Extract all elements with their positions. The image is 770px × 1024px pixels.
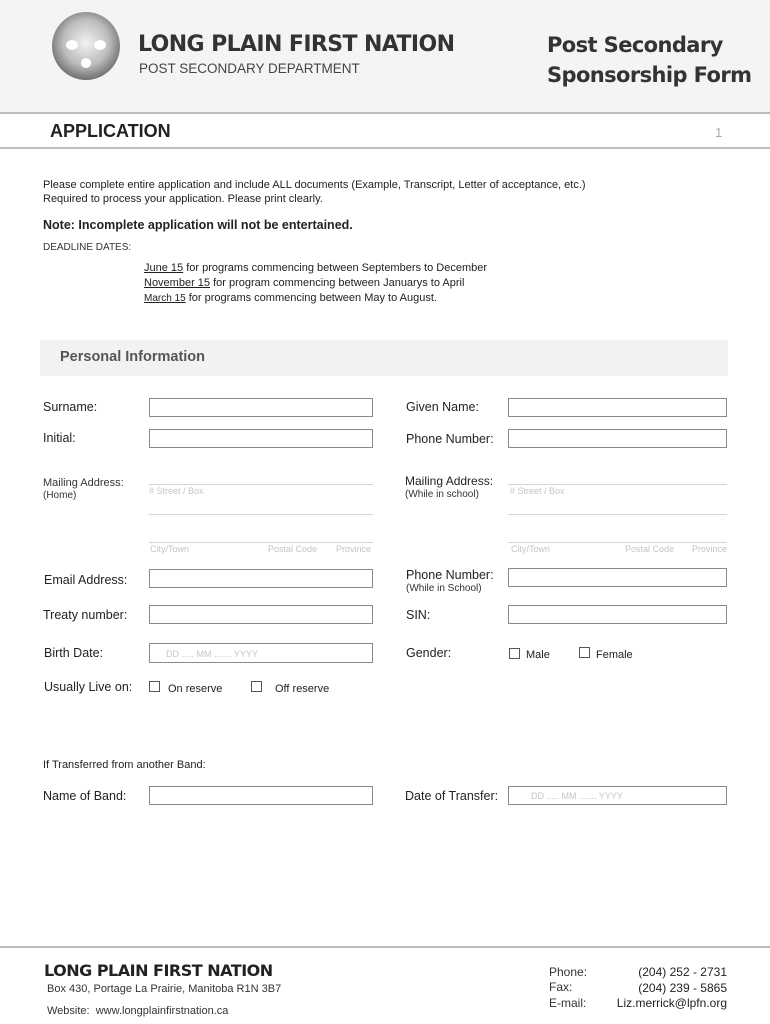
divider-top	[0, 112, 770, 114]
department-name: POST SECONDARY DEPARTMENT	[139, 61, 360, 76]
gender-label: Gender:	[406, 646, 452, 660]
initial-input[interactable]	[149, 429, 373, 448]
band-name-input[interactable]	[149, 786, 373, 805]
school-street-placeholder: # Street / Box	[510, 486, 565, 496]
deadline-date: June 15	[144, 262, 184, 274]
home-street-line[interactable]	[149, 484, 373, 485]
male-label: Male	[526, 649, 550, 661]
email-label: Email Address:	[44, 573, 128, 587]
logo-eye-right	[94, 40, 106, 50]
email-input[interactable]	[149, 569, 373, 588]
deadline-item	[144, 277, 464, 289]
section-title-personal: Personal Information	[60, 349, 206, 365]
mailing-school-sublabel: (While in school)	[405, 489, 479, 500]
phone-value: (204) 252 - 2731	[638, 965, 727, 979]
logo-emblem-icon	[52, 12, 120, 80]
deadline-label: DEADLINE DATES:	[43, 242, 132, 253]
footer-website	[47, 1005, 228, 1017]
treaty-input[interactable]	[149, 605, 373, 624]
email-footer-value[interactable]: Liz.merrick@lpfn.org	[616, 996, 727, 1010]
divider-footer	[0, 946, 770, 948]
on-reserve-label: On reserve	[168, 683, 223, 695]
application-title: APPLICATION	[50, 121, 171, 141]
page-number: 1	[715, 125, 723, 140]
school-province-placeholder: Province	[692, 544, 728, 554]
footer-org-name: LONG PLAIN FIRST NATION	[44, 961, 273, 980]
website-link[interactable]: www.longplainfirstnation.ca	[95, 1005, 229, 1017]
org-name: LONG PLAIN FIRST NATION	[138, 32, 455, 57]
incomplete-note: Note: Incomplete application will not be entertained.	[43, 218, 353, 232]
sin-label: SIN:	[406, 608, 431, 622]
off-reserve-label: Off reserve	[275, 683, 330, 695]
band-name-label: Name of Band:	[43, 789, 127, 803]
footer-address: Box 430, Portage La Prairie, Manitoba R1N 3B7	[47, 983, 282, 995]
mailing-home-sublabel: (Home)	[43, 490, 77, 501]
usually-live-label: Usually Live on:	[44, 680, 133, 694]
school-street-line[interactable]	[508, 484, 727, 485]
deadline-text: for program commencing between Januarys to April	[213, 277, 465, 289]
school-city-placeholder: City/Town	[511, 544, 551, 554]
form-title	[547, 30, 751, 90]
birth-date-placeholder: DD ..... MM ....... YYYY	[166, 649, 258, 659]
form-title-line1: Post Secondary	[547, 33, 723, 57]
school-address-line2[interactable]	[508, 514, 727, 515]
birth-date-input[interactable]	[149, 643, 373, 663]
phone-number-input[interactable]	[508, 429, 727, 448]
home-province-placeholder: Province	[336, 544, 372, 554]
transfer-date-placeholder: DD ..... MM ....... YYYY	[531, 791, 623, 801]
divider-application	[0, 147, 770, 149]
website-label: Website:	[47, 1005, 90, 1017]
deadline-item	[144, 292, 437, 304]
email-footer-label: E-mail:	[549, 996, 587, 1010]
fax-value: (204) 239 - 5865	[638, 981, 727, 995]
on-reserve-checkbox[interactable]	[149, 681, 160, 692]
home-postal-placeholder: Postal Code	[268, 544, 318, 554]
home-city-line[interactable]	[149, 542, 373, 543]
surname-label: Surname:	[43, 400, 98, 414]
initial-label: Initial:	[43, 431, 76, 445]
deadline-date: March 15	[144, 293, 186, 304]
mailing-home-label: Mailing Address:	[43, 477, 124, 489]
sin-input[interactable]	[508, 605, 727, 624]
form-title-line2: Sponsorship Form	[547, 63, 752, 87]
transfer-date-label: Date of Transfer:	[405, 789, 499, 803]
phone-label: Phone:	[549, 965, 588, 979]
transfer-note: If Transferred from another Band:	[43, 759, 206, 771]
deadline-text: for programs commencing between May to August.	[188, 292, 437, 304]
deadline-item	[144, 262, 487, 274]
instruction-line2: Required to process your application. Please print clearly.	[43, 193, 323, 205]
school-city-line[interactable]	[508, 542, 727, 543]
logo-center-dot	[81, 58, 91, 68]
female-label: Female	[596, 649, 633, 661]
surname-input[interactable]	[149, 398, 373, 417]
phone-school-input[interactable]	[508, 568, 727, 587]
phone-number-label: Phone Number:	[406, 432, 494, 446]
phone-school-sublabel: (While in School)	[406, 583, 482, 594]
deadline-date: November 15	[144, 277, 211, 289]
deadline-text: for programs commencing between Septembers to December	[186, 262, 488, 274]
home-address-line2[interactable]	[149, 514, 373, 515]
school-postal-placeholder: Postal Code	[625, 544, 675, 554]
female-checkbox[interactable]	[579, 647, 590, 658]
birth-date-label: Birth Date:	[44, 646, 104, 660]
given-name-label: Given Name:	[406, 400, 479, 414]
treaty-label: Treaty number:	[43, 608, 128, 622]
transfer-date-input[interactable]	[508, 786, 727, 805]
off-reserve-checkbox[interactable]	[251, 681, 262, 692]
home-city-placeholder: City/Town	[150, 544, 190, 554]
instruction-line1: Please complete entire application and include ALL documents (Example, Transcript, Letter of acceptance, etc.)	[43, 179, 586, 191]
given-name-input[interactable]	[508, 398, 727, 417]
mailing-school-label: Mailing Address:	[405, 474, 494, 488]
phone-school-label: Phone Number:	[406, 568, 494, 582]
fax-label: Fax:	[549, 980, 573, 994]
male-checkbox[interactable]	[509, 648, 520, 659]
home-street-placeholder: # Street / Box	[149, 486, 204, 496]
logo-eye-left	[66, 40, 78, 50]
